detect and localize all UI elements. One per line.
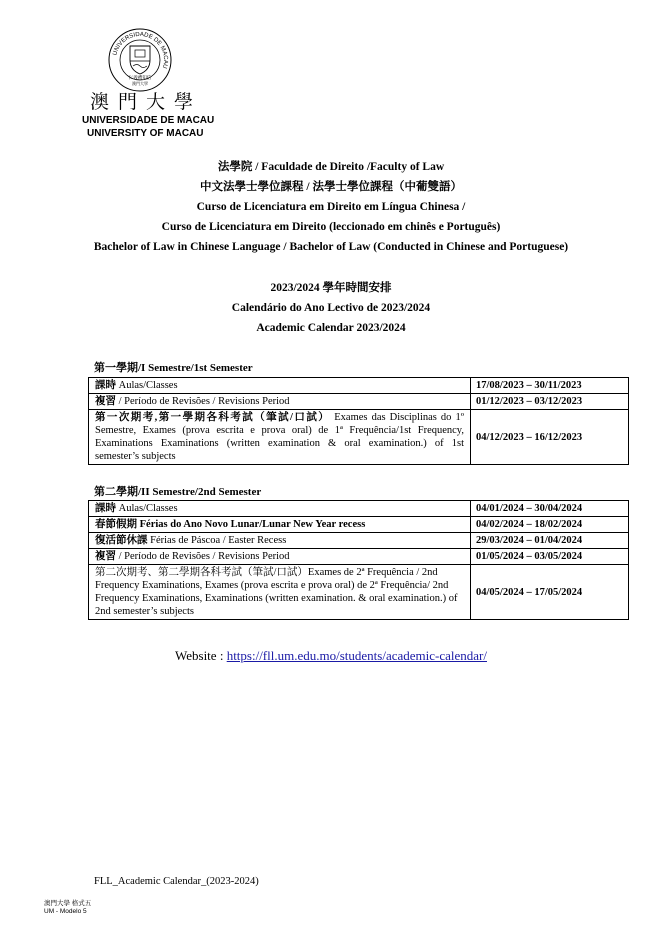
activity-cn: 春節假期 [95, 519, 137, 530]
activity-cn: 課時 [95, 503, 116, 514]
activity-cn: 第一次期考,第一學期各科考試（筆試/口試） [95, 412, 331, 423]
activity-cn: 復活節休課 [95, 535, 148, 546]
table-row [89, 501, 629, 517]
calendar-title-cn: 2023/2024 學年時間安排 [270, 282, 392, 294]
activity-cell [89, 549, 471, 565]
faculty-title: 法學院 / Faculdade de Direito /Faculty of Law [217, 161, 445, 173]
date-range: 17/08/2023 – 30/11/2023 [471, 378, 629, 394]
form-code-cn: 澳門大學 格式五 [44, 900, 92, 907]
calendar-title [0, 278, 662, 338]
logo-english-name: UNIVERSITY OF MACAU [87, 128, 204, 139]
program-title-pt-2: Curso de Licenciatura em Direito (leccionado em chinês e Português) [161, 221, 501, 233]
date-range: 04/12/2023 – 16/12/2023 [471, 410, 629, 465]
program-title-en: Bachelor of Law in Chinese Language / Bachelor of Law (Conducted in Chinese and Portuguese) [93, 241, 569, 253]
university-seal-icon [108, 28, 172, 92]
footer-doc-name: FLL_Academic Calendar_(2023-2024) [94, 876, 259, 887]
activity-text: Férias de Páscoa / Easter Recess [147, 535, 287, 546]
activity-cell [89, 394, 471, 410]
activity-cell [89, 378, 471, 394]
logo-chinese-name: 澳門大學 [90, 92, 203, 113]
date-range: 04/05/2024 – 17/05/2024 [471, 565, 629, 620]
program-title-cn: 中文法學士學位課程 / 法學士學位課程（中葡雙語） [200, 181, 462, 193]
website-label: Website : [175, 648, 227, 663]
university-logo [80, 28, 215, 140]
semester1-title: 第一學期/I Semestre/1st Semester [94, 362, 253, 374]
logo-portuguese-name: UNIVERSIDADE DE MACAU [82, 115, 215, 126]
activity-cell [89, 517, 471, 533]
website-link[interactable]: https://fll.um.edu.mo/students/academic-calendar/ [226, 648, 487, 663]
table-row [89, 410, 629, 465]
activity-cell [89, 410, 471, 465]
table-row [89, 565, 629, 620]
activity-cn: 複習 [95, 551, 116, 562]
program-title-pt-1: Curso de Licenciatura em Direito em Língua Chinesa / [196, 201, 466, 213]
activity-text: / Período de Revisões / Revisions Period [116, 551, 290, 562]
activity-text: Exames de 2ª Frequência / 2nd Frequency Examinations, Exames (prova escrita e prova oral) de 2ª Frequência/ 2nd Frequency Examinations, Examinations (written examination. & oral examination.) of 2nd semester’s subjects [95, 567, 458, 617]
semester2-table [88, 500, 629, 620]
activity-cell [89, 533, 471, 549]
website-line [0, 648, 662, 664]
semester1-table [88, 377, 629, 465]
activity-cell [89, 565, 471, 620]
activity-text: Aulas/Classes [116, 380, 178, 391]
form-code-pt: UM - Modelo 5 [44, 908, 87, 915]
table-row [89, 549, 629, 565]
program-header [0, 157, 662, 257]
table-row [89, 533, 629, 549]
activity-cell [89, 501, 471, 517]
calendar-title-pt: Calendário do Ano Lectivo de 2023/2024 [231, 302, 431, 314]
date-range: 04/02/2024 – 18/02/2024 [471, 517, 629, 533]
table-row [89, 394, 629, 410]
semester2-title: 第二學期/II Semestre/2nd Semester [94, 486, 262, 498]
activity-cn: 第二次期考、第二學期各科考試（筆試/口試） [95, 567, 308, 578]
activity-cn: 課時 [95, 380, 116, 391]
activity-text: / Período de Revisões / Revisions Period [116, 396, 290, 407]
seal-ring-text: UNIVERSIDADE DE MACAU [112, 31, 169, 69]
date-range: 04/01/2024 – 30/04/2024 [471, 501, 629, 517]
seal-motto: 仁義禮知信 [128, 76, 152, 81]
activity-text: Exames das Disciplinas do 1º Semestre, Exames (prova escrita e prova oral) de 1ª Frequência/1st Frequency, Examinations Examinations (written examination & oral examination.) of 1st semester’s subjects [95, 412, 464, 462]
date-range: 01/12/2023 – 03/12/2023 [471, 394, 629, 410]
activity-cn: 複習 [95, 396, 116, 407]
table-row [89, 378, 629, 394]
activity-text: Aulas/Classes [116, 503, 178, 514]
seal-cn: 澳門大學 [132, 81, 148, 86]
date-range: 01/05/2024 – 03/05/2024 [471, 549, 629, 565]
activity-text: Férias do Ano Novo Lunar/Lunar New Year recess [137, 519, 366, 530]
date-range: 29/03/2024 – 01/04/2024 [471, 533, 629, 549]
table-row [89, 517, 629, 533]
calendar-title-en: Academic Calendar 2023/2024 [256, 322, 406, 334]
